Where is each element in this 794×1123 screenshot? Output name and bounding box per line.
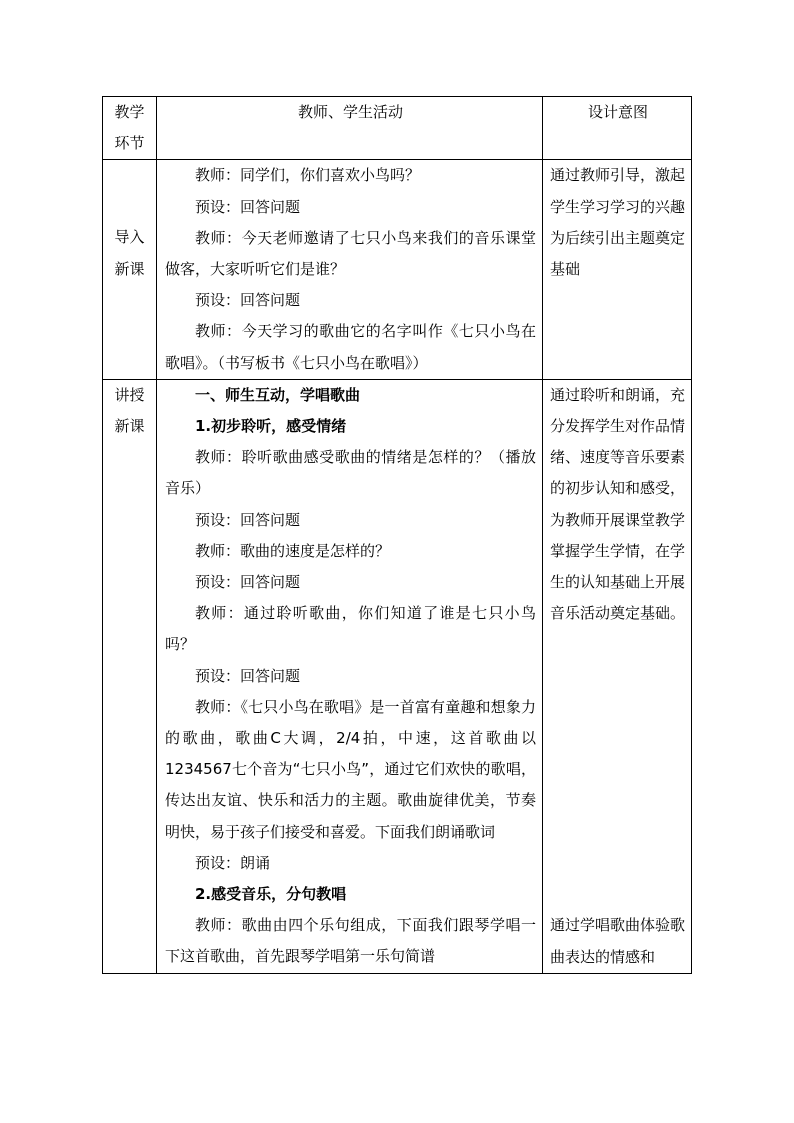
- section-heading: 一、师生互动，学唱歌曲: [195, 385, 361, 404]
- teaching-row: [103, 379, 692, 973]
- teaching-intent-1: 通过聆听和朗诵，充分发挥学生对作品情绪、速度等音乐要素的初步认知和感受，为教师开展课堂教学掌握学生学情，在学生的认知基础上开展音乐活动奠定基础。: [550, 385, 686, 623]
- teaching-intent-2: 通过学唱歌曲体验歌曲表达的情感和: [550, 916, 686, 966]
- teaching-line: 预设：回答问题: [195, 573, 301, 592]
- teaching-stage-line1: 讲授: [114, 385, 145, 404]
- teaching-line: 教师：聆听歌曲感受歌曲的情绪是怎样的？（播放音乐）: [165, 448, 536, 498]
- header-row: [103, 97, 692, 160]
- subsection-heading: 2.感受音乐，分句教唱: [195, 885, 347, 904]
- intro-row: [103, 160, 692, 379]
- intro-activity-cell: [157, 160, 543, 379]
- intro-stage-line2: 新课: [114, 259, 145, 278]
- header-stage-line1: 教学: [114, 103, 145, 121]
- teaching-activity-cell: [157, 379, 543, 973]
- teaching-line: 教师：歌曲由四个乐句组成，下面我们跟琴学唱一下这首歌曲，首先跟琴学唱第一乐句简谱: [165, 916, 536, 966]
- header-stage-cell: [103, 97, 157, 160]
- teaching-stage-cell: [103, 379, 157, 973]
- intro-line: 教师：今天学习的歌曲它的名字叫作《七只小鸟在歌唱》。（书写板书《七只小鸟在歌唱》）: [165, 322, 536, 372]
- teaching-line: 教师：歌曲的速度是怎样的？: [195, 541, 391, 560]
- intro-stage-line1: 导入: [114, 228, 145, 247]
- header-activity-cell: 教师、学生活动: [157, 97, 543, 160]
- subsection-heading: 1.初步聆听，感受情绪: [195, 417, 347, 436]
- teaching-line: 预设：回答问题: [195, 666, 301, 685]
- intro-line: 教师：同学们，你们喜欢小鸟吗？: [195, 166, 421, 185]
- intro-line: 预设：回答问题: [195, 291, 301, 310]
- lesson-plan-table: [102, 96, 692, 974]
- header-intent-cell: 设计意图: [543, 97, 692, 160]
- teaching-line: 教师：《七只小鸟在歌唱》是一首富有童趣和想象力的歌曲，歌曲C大调，2/4拍，中速，这首歌曲以1234567七个音为“七只小鸟”，通过它们欢快的歌唱，传达出友谊、快乐和活力的主题。歌曲旋律优美，节奏明快，易于孩子们接受和喜爱。下面我们朗诵歌词: [165, 697, 536, 841]
- intro-line: 预设：回答问题: [195, 197, 301, 216]
- teaching-line: 教师：通过聆听歌曲，你们知道了谁是七只小鸟吗？: [165, 604, 536, 654]
- intro-line: 教师：今天老师邀请了七只小鸟来我们的音乐课堂做客，大家听听它们是谁？: [165, 228, 536, 279]
- intent-spacer: [550, 629, 686, 910]
- intro-intent-cell: 通过教师引导，激起学生学习学习的兴趣为后续引出主题奠定基础: [543, 160, 692, 379]
- intro-stage-cell: [103, 160, 157, 379]
- teaching-line: 预设：回答问题: [195, 510, 301, 529]
- header-stage-line2: 环节: [114, 134, 145, 153]
- teaching-intent-cell: [543, 379, 692, 973]
- teaching-stage-line2: 新课: [114, 417, 145, 436]
- teaching-line: 预设：朗诵: [195, 853, 271, 872]
